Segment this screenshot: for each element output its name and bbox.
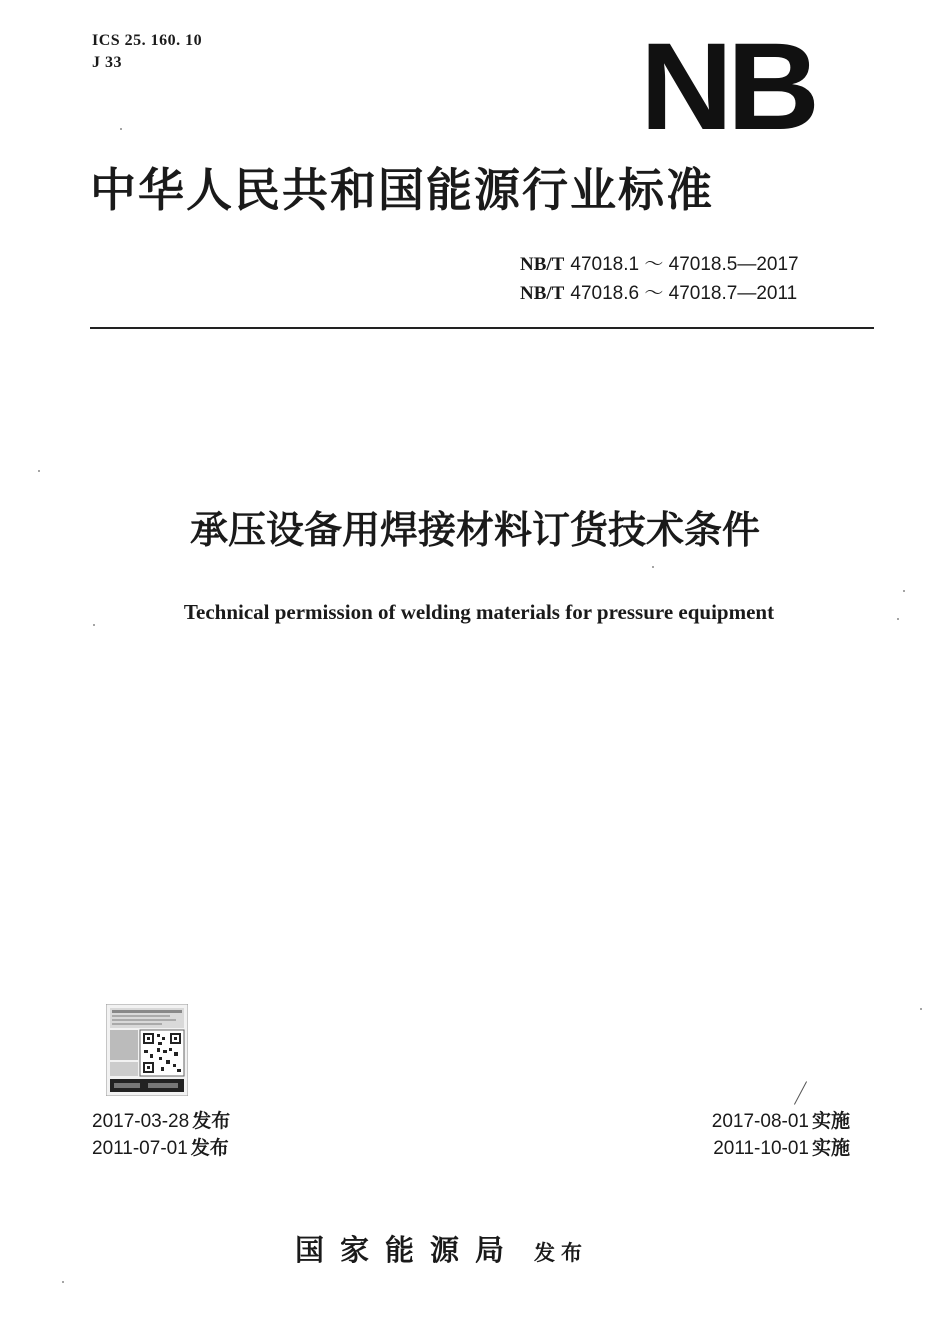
- issue-label: 发布: [192, 1110, 231, 1132]
- document-title-chinese: 承压设备用焊接材料订货技术条件: [189, 508, 760, 552]
- scan-speck: [93, 624, 95, 626]
- implementation-dates: [712, 1108, 850, 1162]
- standard-category-title: 中华人民共和国能源行业标准: [90, 163, 714, 217]
- implementation-label: 实施: [811, 1110, 850, 1132]
- scan-speck: [920, 1008, 922, 1010]
- publisher-action: 发布: [534, 1241, 589, 1265]
- publisher-line: [295, 1228, 588, 1269]
- implementation-date: 2017-08-01: [711, 1111, 809, 1132]
- standard-code-prefix: NB/T: [520, 283, 565, 304]
- scan-speck: [897, 618, 899, 620]
- standard-code-range: 47018.6 ～ 47018.7—2011: [570, 283, 798, 304]
- issue-dates: [92, 1108, 230, 1162]
- publisher-name: 国家能源局: [295, 1233, 521, 1267]
- page-margin: [928, 0, 950, 1322]
- issue-date: 2017-03-28: [92, 1111, 190, 1132]
- ccs-code: J 33: [92, 54, 122, 71]
- implementation-date-line: [712, 1135, 850, 1162]
- standard-code-prefix: NB/T: [520, 254, 565, 275]
- scan-speck: [38, 470, 40, 472]
- implementation-label: 实施: [811, 1137, 850, 1159]
- ics-code: ICS 25. 160. 10: [92, 32, 203, 49]
- standard-code-line: [520, 279, 799, 308]
- nb-logo: NB: [640, 18, 814, 156]
- issue-date-line: [92, 1108, 230, 1135]
- standard-code-line: [520, 250, 799, 279]
- classification-codes: [92, 30, 202, 74]
- issue-date: 2011-07-01: [92, 1138, 188, 1159]
- issue-date-line: [92, 1135, 230, 1162]
- document-title-english: Technical permission of welding materials for pressure equipment: [183, 600, 775, 624]
- implementation-date: 2011-10-01: [713, 1138, 809, 1159]
- scan-speck: [652, 566, 654, 568]
- pen-mark: [794, 1081, 807, 1104]
- qr-code-anti-counterfeit-icon: [106, 1004, 188, 1096]
- scan-speck: [62, 1281, 64, 1283]
- scan-speck: [120, 128, 122, 130]
- issue-label: 发布: [190, 1137, 229, 1159]
- implementation-date-line: [712, 1108, 850, 1135]
- header-divider: [90, 327, 874, 329]
- standard-codes: [520, 250, 799, 308]
- standard-code-range: 47018.1 ～ 47018.5—2017: [570, 254, 799, 275]
- scan-speck: [903, 590, 905, 592]
